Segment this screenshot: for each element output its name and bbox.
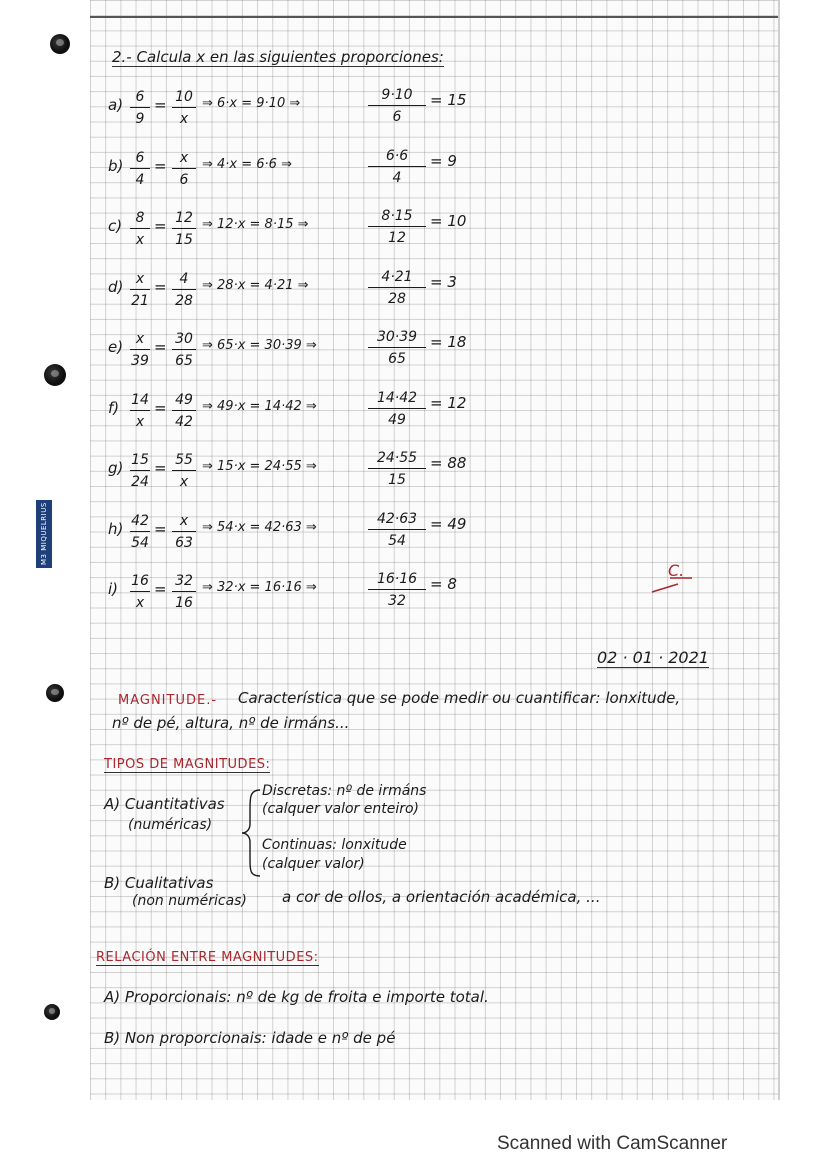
fraction-numerator: 9·10	[368, 88, 426, 106]
solution-fraction	[368, 209, 426, 245]
fraction-denominator: 54	[388, 532, 406, 549]
fraction-denominator: 49	[388, 411, 406, 428]
fraction-denominator: 15	[388, 472, 406, 488]
fraction-denominator: 65	[388, 351, 406, 367]
relation-heading: RELACIÓN ENTRE MAGNITUDES:	[96, 950, 319, 965]
fraction-denominator: x	[135, 232, 145, 248]
equals-sign: =	[154, 398, 167, 417]
fraction-right	[172, 514, 196, 550]
fraction-numerator: 42	[130, 514, 150, 532]
continuous-line1: Continuas: lonxitude	[262, 837, 407, 853]
fraction-numerator: 15	[130, 453, 150, 471]
row-result: = 8	[430, 575, 457, 593]
equals-sign: =	[154, 96, 167, 114]
discrete-line1: Discretas: nº de irmáns	[262, 783, 427, 799]
fraction-denominator: 4	[392, 169, 402, 186]
cross-multiplication: ⇒ 54·x = 42·63 ⇒	[202, 519, 317, 535]
equals-sign: =	[154, 277, 167, 296]
fraction-numerator: 8·15	[368, 209, 426, 227]
solution-fraction	[368, 88, 426, 124]
fraction-numerator: 14	[130, 393, 150, 411]
row-label: c)	[108, 217, 123, 235]
fraction-left	[130, 393, 150, 429]
row-label: b)	[108, 156, 124, 175]
fraction-denominator: 6	[179, 171, 189, 188]
fraction-numerator: 4	[172, 272, 196, 290]
fraction-left	[130, 272, 150, 308]
fraction-right	[172, 332, 196, 368]
fraction-denominator: x	[179, 474, 189, 490]
page-right-edge	[778, 0, 780, 1100]
qualitative-subtitle: (non numéricas)	[132, 893, 247, 909]
solution-fraction	[368, 270, 426, 306]
equals-sign: =	[154, 519, 167, 538]
fraction-denominator: 39	[131, 353, 149, 369]
solution-fraction	[368, 572, 426, 608]
fraction-left	[130, 514, 150, 550]
row-result: = 18	[430, 333, 467, 351]
fraction-numerator: 14·42	[368, 391, 426, 409]
check-mark-icon	[648, 558, 698, 598]
binder-hole-icon	[44, 364, 66, 386]
fraction-right	[172, 272, 196, 308]
fraction-denominator: 24	[131, 474, 149, 490]
solution-fraction	[368, 512, 426, 548]
fraction-numerator: 42·63	[368, 512, 426, 530]
row-result: = 49	[430, 514, 467, 533]
continuous-line2: (calquer valor)	[262, 856, 365, 872]
fraction-numerator: x	[130, 272, 150, 290]
cross-multiplication: ⇒ 15·x = 24·55 ⇒	[202, 459, 317, 474]
row-label: i)	[108, 580, 119, 598]
cross-multiplication: ⇒ 28·x = 4·21 ⇒	[202, 277, 309, 293]
fraction-denominator: 16	[175, 595, 193, 611]
fraction-right	[172, 90, 196, 126]
fraction-right	[172, 211, 196, 247]
fraction-left	[130, 90, 150, 126]
fraction-numerator: 30	[172, 332, 196, 350]
fraction-denominator: 28	[388, 290, 406, 307]
fraction-denominator: 28	[175, 292, 193, 309]
fraction-numerator: 6	[130, 151, 150, 169]
cross-multiplication: ⇒ 12·x = 8·15 ⇒	[202, 217, 309, 232]
quantitative-subtitle: (numéricas)	[128, 817, 213, 833]
brand-logo: M3 MIQUELRIUS	[36, 500, 52, 568]
fraction-denominator: 63	[175, 534, 193, 551]
row-label: g)	[108, 459, 124, 477]
fraction-numerator: 12	[172, 211, 196, 229]
fraction-left	[130, 453, 150, 489]
fraction-numerator: 16	[130, 574, 150, 592]
fraction-right	[172, 151, 196, 187]
magnitude-heading: MAGNITUDE.-	[118, 693, 218, 708]
date-label: 02 · 01 · 2021	[597, 648, 709, 667]
cross-multiplication: ⇒ 32·x = 16·16 ⇒	[202, 580, 317, 595]
fraction-left	[130, 574, 150, 610]
row-label: d)	[108, 277, 124, 296]
svg-text:C.: C.	[668, 561, 685, 580]
row-result: = 10	[430, 212, 467, 230]
equals-sign: =	[154, 217, 167, 235]
relation-non-proportional: B) Non proporcionais: idade e nº de pé	[104, 1029, 396, 1047]
fraction-numerator: 32	[172, 574, 196, 592]
equals-sign: =	[154, 459, 167, 477]
binder-hole-icon	[44, 1004, 60, 1020]
fraction-right	[172, 393, 196, 429]
fraction-numerator: 10	[172, 90, 196, 108]
row-result: = 3	[430, 272, 457, 291]
fraction-numerator: 4·21	[368, 270, 426, 288]
page-top-border	[90, 16, 778, 18]
fraction-numerator: x	[130, 332, 150, 350]
fraction-numerator: 6	[130, 90, 150, 108]
row-result: = 15	[430, 91, 467, 109]
row-label: e)	[108, 338, 124, 356]
fraction-denominator: x	[135, 595, 145, 611]
solution-fraction	[368, 330, 426, 366]
fraction-left	[130, 211, 150, 247]
quantitative-title: A) Cuantitativas	[104, 795, 225, 813]
fraction-numerator: 24·55	[368, 451, 426, 469]
fraction-right	[172, 574, 196, 610]
relation-proportional: A) Proporcionais: nº de kg de froita e importe total.	[104, 988, 489, 1006]
qualitative-examples: a cor de ollos, a orientación académica, ...	[282, 888, 601, 906]
fraction-denominator: 32	[388, 593, 406, 609]
fraction-numerator: 55	[172, 453, 196, 471]
solution-fraction	[368, 149, 426, 185]
cross-multiplication: ⇒ 4·x = 6·6 ⇒	[202, 156, 292, 172]
fraction-denominator: 4	[135, 171, 145, 188]
fraction-numerator: x	[172, 514, 196, 532]
fraction-denominator: 65	[175, 353, 193, 369]
row-label: f)	[108, 398, 120, 417]
fraction-denominator: 6	[392, 109, 402, 125]
fraction-denominator: 42	[175, 413, 193, 430]
fraction-numerator: 6·6	[368, 149, 426, 167]
fraction-denominator: 12	[388, 230, 406, 246]
fraction-right	[172, 453, 196, 489]
fraction-left	[130, 332, 150, 368]
fraction-numerator: x	[172, 151, 196, 169]
exercise-title: 2.- Calcula x en las siguientes proporciones:	[112, 48, 444, 66]
equals-sign: =	[154, 156, 167, 175]
scanner-watermark: Scanned with CamScanner	[497, 1133, 728, 1154]
solution-fraction	[368, 391, 426, 427]
fraction-denominator: 21	[131, 292, 149, 309]
magnitude-definition-line1: Característica que se pode medir ou cuantificar: lonxitude,	[238, 689, 681, 707]
binder-hole-icon	[46, 684, 64, 702]
fraction-numerator: 8	[130, 211, 150, 229]
cross-multiplication: ⇒ 6·x = 9·10 ⇒	[202, 96, 301, 111]
equals-sign: =	[154, 580, 167, 598]
solution-fraction	[368, 451, 426, 487]
cross-multiplication: ⇒ 49·x = 14·42 ⇒	[202, 398, 317, 414]
fraction-denominator: x	[135, 413, 145, 430]
row-label: h)	[108, 519, 124, 538]
fraction-numerator: 30·39	[368, 330, 426, 348]
equals-sign: =	[154, 338, 167, 356]
discrete-line2: (calquer valor enteiro)	[262, 801, 419, 817]
row-result: = 12	[430, 393, 467, 412]
fraction-denominator: x	[179, 111, 189, 127]
binder-hole-icon	[50, 34, 70, 54]
magnitude-definition-line2: nº de pé, altura, nº de irmáns...	[112, 714, 350, 732]
qualitative-title: B) Cualitativas	[104, 874, 214, 892]
row-label: a)	[108, 96, 124, 114]
fraction-denominator: 9	[135, 111, 145, 127]
brace-icon	[240, 788, 262, 878]
fraction-left	[130, 151, 150, 187]
fraction-numerator: 49	[172, 393, 196, 411]
fraction-denominator: 54	[131, 534, 149, 551]
fraction-numerator: 16·16	[368, 572, 426, 590]
fraction-denominator: 15	[175, 232, 193, 248]
row-result: = 88	[430, 454, 467, 472]
cross-multiplication: ⇒ 65·x = 30·39 ⇒	[202, 338, 317, 353]
types-heading: TIPOS DE MAGNITUDES:	[104, 757, 271, 772]
row-result: = 9	[430, 151, 457, 170]
